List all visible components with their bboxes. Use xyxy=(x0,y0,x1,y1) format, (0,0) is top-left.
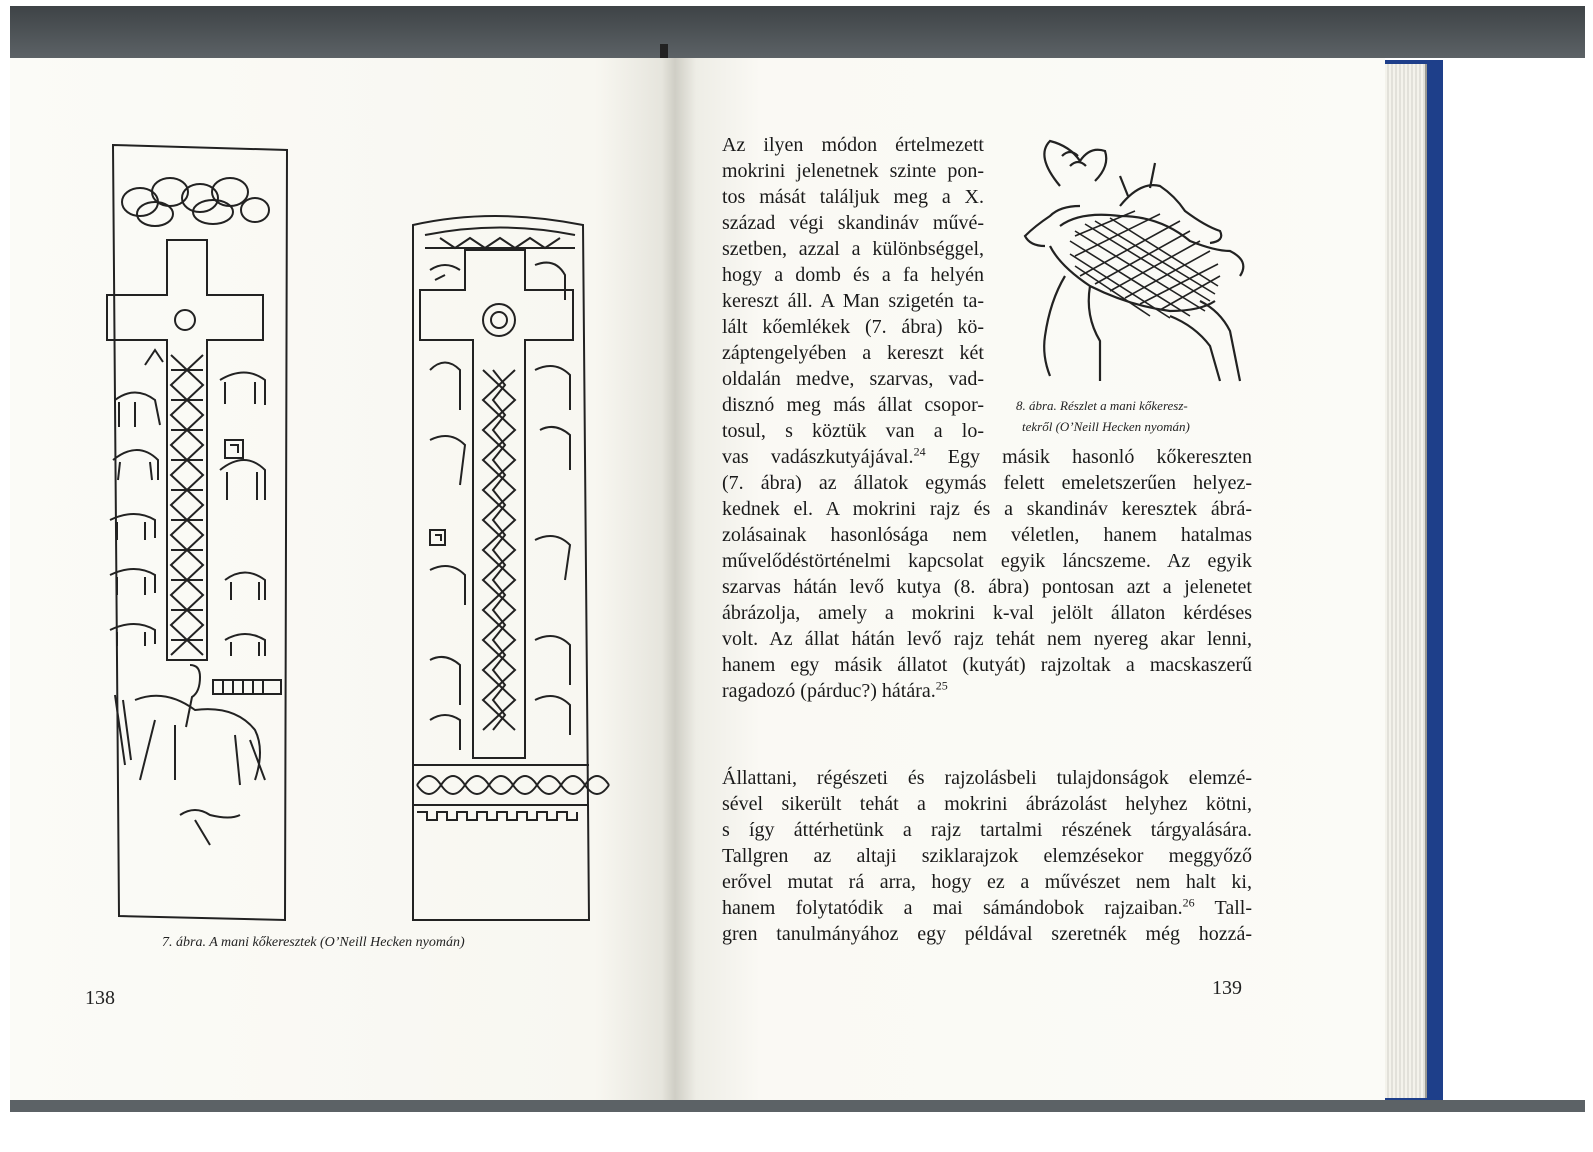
figure-7-caption: 7. ábra. A mani kőkeresztek (O’Neill Hecken nyomán) xyxy=(162,935,465,950)
body-text: Egy másik hasonló kőkereszten xyxy=(925,446,1253,468)
footnote-marker-24: 24 xyxy=(913,444,926,459)
footnote-marker-26: 26 xyxy=(1182,895,1195,910)
figure-8-caption-line-1: 8. ábra. Részlet a mani kőkeresz- xyxy=(1016,398,1188,413)
body-line: Az ilyen módon értelmezett xyxy=(722,134,984,156)
scanner-backdrop xyxy=(10,6,1585,58)
body-line: ábrázolja, amely a mokrini k-val jelölt állaton kérdéses xyxy=(722,602,1252,624)
body-line: hogy a domb és a fa helyén xyxy=(722,264,984,286)
body-line: Tallgren az altaji sziklarajzok elemzésekor meggyőző xyxy=(722,845,1252,867)
body-line: tosul, s köztük van a lo- xyxy=(722,420,984,442)
body-line: Állattani, régészeti és rajzolásbeli tulajdonságok elemzé- xyxy=(722,767,1252,789)
body-line: záptengelyében a kereszt két xyxy=(722,342,984,364)
body-line: mokrini jelenetnek szinte pon- xyxy=(722,160,984,182)
body-line: s így áttérhetünk a rajz tartalmi részének tárgyalására. xyxy=(722,819,1252,841)
figure-8-caption-line-2: tekről (O’Neill Hecken nyomán) xyxy=(1022,419,1190,434)
body-line: oldalán medve, szarvas, vad- xyxy=(722,368,984,390)
body-line xyxy=(722,444,1252,470)
body-line: kereszt áll. A Man szigetén ta- xyxy=(722,290,984,312)
body-line: szarvas hátán levő kutya (8. ábra) pontosan azt a jelenetet xyxy=(722,576,1252,598)
body-line: hanem egy másik állatot (kutyát) rajzoltak a macskaszerű xyxy=(722,654,1252,676)
body-line: szetben, azzal a különbséggel, xyxy=(722,238,984,260)
body-line: erővel mutat rá arra, hogy ez a művészet nem halt ki, xyxy=(722,871,1252,893)
body-text: Tall- xyxy=(1194,897,1252,919)
body-text: ragadozó (párduc?) hátára. xyxy=(722,680,936,702)
figure-7-stone-crosses xyxy=(95,140,615,930)
page-edges xyxy=(1385,64,1427,1098)
bookmark-ribbon xyxy=(660,44,668,58)
body-line: lált kőemlékek (7. ábra) kö- xyxy=(722,316,984,338)
body-line: volt. Az állat hátán levő rajz tehát nem nyereg akar lenni, xyxy=(722,628,1252,650)
scanner-backdrop-bottom xyxy=(10,1100,1585,1112)
body-line: sével sikerült tehát a mokrini ábrázolást helyhez kötni, xyxy=(722,793,1252,815)
body-line: zolásainak hasonlósága nem véletlen, hanem hatalmas xyxy=(722,524,1252,546)
page-number-right: 139 xyxy=(1212,977,1242,999)
figure-8-deer-and-dog xyxy=(1020,136,1255,388)
body-text: vas vadászkutyájával. xyxy=(722,446,914,468)
body-line xyxy=(722,895,1252,921)
body-line: gren tanulmányához egy példával szeretnék még hozzá- xyxy=(722,923,1252,945)
body-line: disznó meg más állat csopor- xyxy=(722,394,984,416)
body-text: hanem folytatódik a mai sámándobok rajzaiban. xyxy=(722,897,1183,919)
body-line: (7. ábra) az állatok egymás felett emeletszerűen helyez- xyxy=(722,472,1252,494)
page-number-left: 138 xyxy=(85,987,115,1009)
body-line: kednek el. A mokrini rajz és a skandináv keresztek ábrá- xyxy=(722,498,1252,520)
body-line: tos mását találjuk meg a X. xyxy=(722,186,984,208)
body-line: művelődéstörténelmi kapcsolat egyik láncszeme. Az egyik xyxy=(722,550,1252,572)
body-line: század végi skandináv művé- xyxy=(722,212,984,234)
footnote-marker-25: 25 xyxy=(935,678,948,693)
body-line xyxy=(722,678,1252,704)
